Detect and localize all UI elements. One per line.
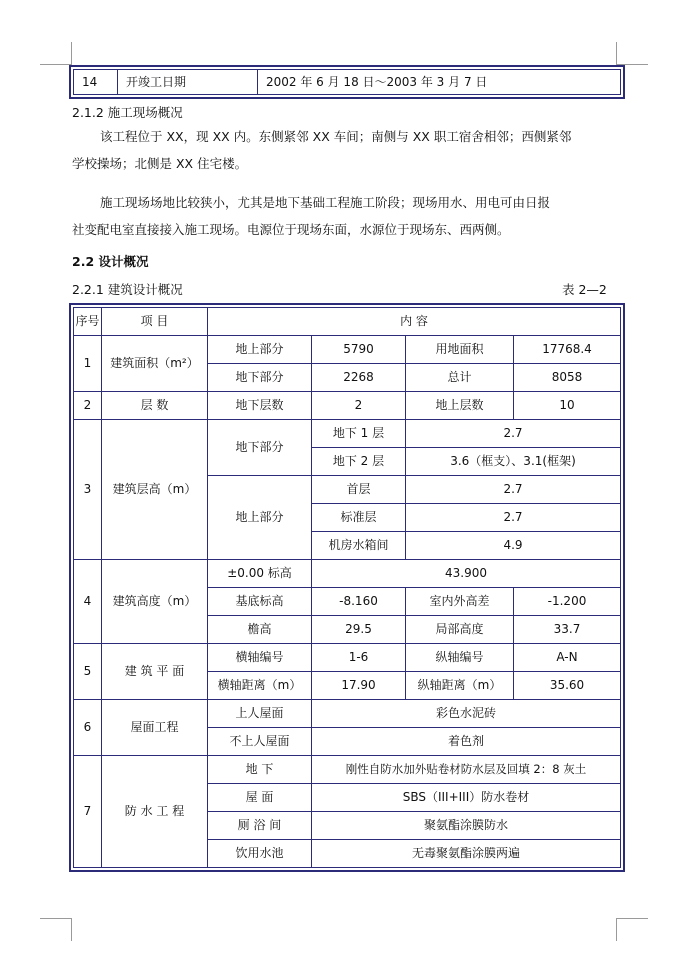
paragraph-line: 施工现场场地比较狭小，尤其是地下基础工程施工阶段；现场用水、用电可由日报 <box>100 195 551 210</box>
crop-mark-bottom-right <box>616 918 648 941</box>
table-number: 表 2—2 <box>562 282 607 297</box>
cell: 4.9 <box>406 532 621 560</box>
cell: 地上部分 <box>208 476 312 560</box>
table-row <box>74 560 621 588</box>
paragraph-line: 该工程位于 XX，现 XX 内。东侧紧邻 XX 车间；南侧与 XX 职工宿舍相邻；西侧紧邻 <box>100 129 572 144</box>
table-row <box>74 644 621 672</box>
cell: A-N <box>514 644 621 672</box>
cell: 2 <box>312 392 406 420</box>
cell: 2.7 <box>406 420 621 448</box>
cell: -8.160 <box>312 588 406 616</box>
row-label: 开竣工日期 <box>118 70 258 95</box>
cell: 17.90 <box>312 672 406 700</box>
row-no: 4 <box>74 560 102 644</box>
cell: 檐高 <box>208 616 312 644</box>
cell: 聚氨酯涂膜防水 <box>312 812 621 840</box>
cell: 地下部分 <box>208 420 312 476</box>
cell: 35.60 <box>514 672 621 700</box>
cell: 地下 1 层 <box>312 420 406 448</box>
crop-mark-top-right <box>616 42 648 65</box>
cell: 标准层 <box>312 504 406 532</box>
cell: 横轴编号 <box>208 644 312 672</box>
section-heading-2-2-1: 2.2.1 建筑设计概况 <box>72 282 183 297</box>
row-item: 建筑高度（m） <box>102 560 208 644</box>
table-row <box>74 392 621 420</box>
cell: 基底标高 <box>208 588 312 616</box>
table-row <box>74 336 621 364</box>
design-overview-table <box>73 307 621 868</box>
design-overview-table-frame <box>69 303 625 872</box>
crop-mark-top-left <box>40 42 72 65</box>
cell: 43.900 <box>312 560 621 588</box>
cell: 首层 <box>312 476 406 504</box>
table-row <box>74 700 621 728</box>
cell: 10 <box>514 392 621 420</box>
table-row <box>74 756 621 784</box>
cell: 33.7 <box>514 616 621 644</box>
row-item: 层 数 <box>102 392 208 420</box>
row-value: 2002 年 6 月 18 日～2003 年 3 月 7 日 <box>258 70 621 95</box>
cell: 室内外高差 <box>406 588 514 616</box>
site-location-paragraph <box>72 123 618 177</box>
cell: 1-6 <box>312 644 406 672</box>
cell: 5790 <box>312 336 406 364</box>
cell: 彩色水泥砖 <box>312 700 621 728</box>
table-row <box>74 70 621 95</box>
site-conditions-paragraph <box>72 189 618 243</box>
row-no: 7 <box>74 756 102 868</box>
cell: 8058 <box>514 364 621 392</box>
row-item: 建筑面积（m²） <box>102 336 208 392</box>
schedule-table <box>73 69 621 95</box>
row-item: 建 筑 平 面 <box>102 644 208 700</box>
table-header-row <box>74 308 621 336</box>
row-item: 建筑层高（m） <box>102 420 208 560</box>
cell: 横轴距离（m） <box>208 672 312 700</box>
header-item: 项 目 <box>102 308 208 336</box>
cell: 3.6（框支）、3.1(框架) <box>406 448 621 476</box>
row-number: 14 <box>74 70 118 95</box>
cell: 纵轴距离（m） <box>406 672 514 700</box>
schedule-table-frame <box>69 65 625 99</box>
section-heading-2-1-2: 2.1.2 施工现场概况 <box>72 105 183 120</box>
cell: SBS（III+III）防水卷材 <box>312 784 621 812</box>
paragraph-line: 社变配电室直接接入施工现场。电源位于现场东面，水源位于现场东、西两侧。 <box>72 222 510 237</box>
cell: 机房水箱间 <box>312 532 406 560</box>
cell: 无毒聚氨酯涂膜两遍 <box>312 840 621 868</box>
header-no: 序号 <box>74 308 102 336</box>
cell: 地上部分 <box>208 336 312 364</box>
row-no: 3 <box>74 420 102 560</box>
cell: 局部高度 <box>406 616 514 644</box>
cell: 29.5 <box>312 616 406 644</box>
cell: 刚性自防水加外贴卷材防水层及回填 2：8 灰土 <box>312 756 621 784</box>
cell: 屋 面 <box>208 784 312 812</box>
cell: 总计 <box>406 364 514 392</box>
section-heading-2-2: 2.2 设计概况 <box>72 254 149 269</box>
cell: 地下 2 层 <box>312 448 406 476</box>
cell: 饮用水池 <box>208 840 312 868</box>
cell: 地 下 <box>208 756 312 784</box>
cell: 17768.4 <box>514 336 621 364</box>
cell: ±0.00 标高 <box>208 560 312 588</box>
cell: 2.7 <box>406 476 621 504</box>
cell: 地上层数 <box>406 392 514 420</box>
cell: 纵轴编号 <box>406 644 514 672</box>
row-item: 屋面工程 <box>102 700 208 756</box>
paragraph-line: 学校操场；北侧是 XX 住宅楼。 <box>72 156 248 171</box>
header-content: 内 容 <box>208 308 621 336</box>
cell: 不上人屋面 <box>208 728 312 756</box>
crop-mark-bottom-left <box>40 918 72 941</box>
cell: 用地面积 <box>406 336 514 364</box>
row-no: 6 <box>74 700 102 756</box>
row-no: 2 <box>74 392 102 420</box>
cell: 地下层数 <box>208 392 312 420</box>
row-no: 1 <box>74 336 102 392</box>
cell: 2268 <box>312 364 406 392</box>
cell: 2.7 <box>406 504 621 532</box>
cell: 着色剂 <box>312 728 621 756</box>
row-item: 防 水 工 程 <box>102 756 208 868</box>
table-row <box>74 420 621 448</box>
cell: 地下部分 <box>208 364 312 392</box>
cell: -1.200 <box>514 588 621 616</box>
cell: 上人屋面 <box>208 700 312 728</box>
row-no: 5 <box>74 644 102 700</box>
cell: 厕 浴 间 <box>208 812 312 840</box>
